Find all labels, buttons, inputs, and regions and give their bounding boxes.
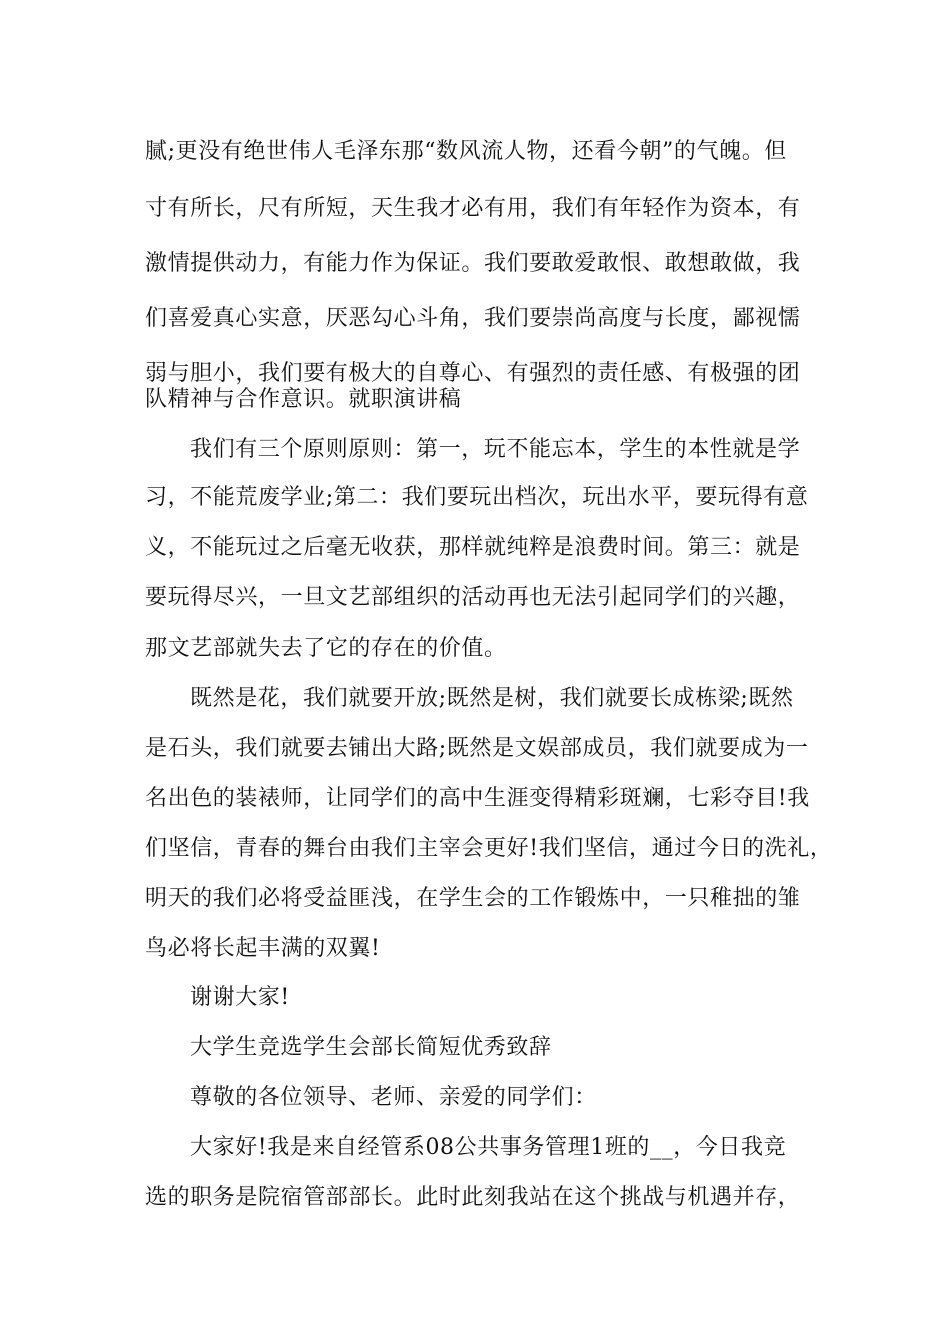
body-text-line: 们坚信，青春的舞台由我们主宰会更好!我们坚信，通过今日的洗礼，	[145, 836, 833, 861]
body-text-line: 鸟必将长起丰满的双翼!	[145, 936, 381, 961]
body-text-line: 要玩得尽兴，一旦文艺部组织的活动再也无法引起同学们的兴趣，	[145, 585, 801, 610]
body-text-line: 弱与胆小，我们要有极大的自尊心、有强烈的责任感、有极强的团	[145, 361, 801, 386]
body-text-line: 明天的我们必将受益匪浅，在学生会的工作锻炼中，一只稚拙的雏	[145, 886, 801, 911]
body-text-line: 队精神与合作意识。就职演讲稿	[145, 387, 462, 412]
body-text-line: 义，不能玩过之后毫无收获，那样就纯粹是浪费时间。第三：就是	[145, 535, 801, 560]
body-text-line: 激情提供动力，有能力作为保证。我们要敢爱敢恨、敢想敢做，我	[145, 251, 801, 276]
body-text-line: 是石头，我们就要去铺出大路;既然是文娱部成员，我们就要成为一	[145, 736, 809, 761]
paragraph-first-line: 我们有三个原则原则：第一，玩不能忘本，学生的本性就是学	[190, 437, 801, 462]
salutation: 尊敬的各位领导、老师、亲爱的同学们：	[190, 1085, 597, 1110]
body-text-line: 寸有所长，尺有所短，天生我才必有用，我们有年轻作为资本，有	[145, 196, 801, 221]
body-text-line: 名出色的装裱师，让同学们的高中生涯变得精彩斑斓，七彩夺目!我	[145, 786, 810, 811]
body-text-line: 选的职务是院宿管部部长。此时此刻我站在这个挑战与机遇并存，	[145, 1185, 801, 1210]
body-text-line: 腻;更没有绝世伟人毛泽东那“数风流人物，还看今朝”的气魄。但	[145, 139, 787, 164]
speech-title: 大学生竞选学生会部长简短优秀致辞	[190, 1035, 552, 1060]
body-text-line: 习，不能荒废学业;第二：我们要玩出档次，玩出水平，要玩得有意	[145, 485, 809, 510]
body-text-line: 们喜爱真心实意，厌恶勾心斗角，我们要崇尚高度与长度，鄙视懦	[145, 306, 801, 331]
paragraph-first-line: 既然是花，我们就要开放;既然是树，我们就要长成栋梁;既然	[190, 686, 794, 711]
closing-thanks: 谢谢大家!	[190, 985, 290, 1010]
body-text-line: 那文艺部就失去了它的存在的价值。	[145, 636, 507, 661]
paragraph-first-line: 大家好!我是来自经管系08公共事务管理1班的__，今日我竞	[190, 1135, 787, 1160]
